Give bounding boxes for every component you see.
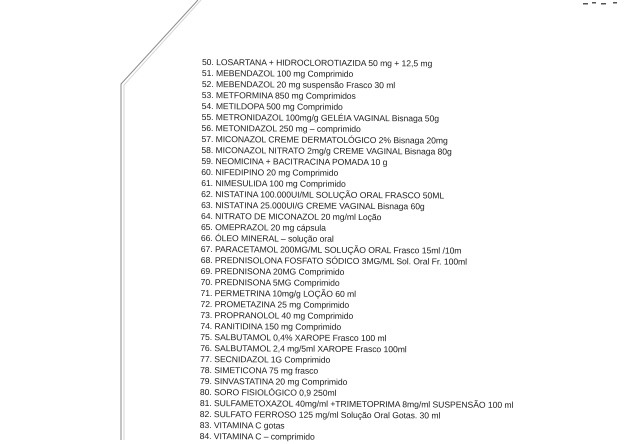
list-item: 76. SALBUTAMOL 2,4 mg/5ml XAROPE Frasco 100ml	[200, 342, 407, 355]
list-item: 57. MICONAZOL CREME DERMATOLÓGICO 2% Bisnaga 20mg	[201, 133, 448, 146]
paper-fold-shadow	[124, 0, 201, 440]
list-item: 55. METRONIDAZOL 100mg/g GELÉIA VAGINAL Bisnaga 50g	[201, 111, 440, 124]
list-item: 82. SULFATO FERROSO 125 mg/ml Solução Oral Gotas. 30 ml	[199, 408, 441, 421]
list-item: 81. SULFAMETOXAZOL 40mg/ml +TRIMETOPRIMA 8mg/ml SUSPENSÃO 100 ml	[199, 397, 514, 410]
list-item: 77. SECNIDAZOL 1G Comprimido	[200, 353, 331, 365]
list-item: 65. OMEPRAZOL 20 mg cápsula	[200, 221, 326, 233]
list-item: 60. NIFEDIPINO 20 mg Comprimido	[201, 166, 339, 178]
list-item: 80. SORO FISIOLÓGICO 0,9 250ml	[199, 386, 337, 398]
list-item: 83. VITAMINA C gotas	[199, 419, 285, 431]
list-item: 71. PERMETRINA 10mg/g LOÇÃO 60 ml	[200, 287, 357, 299]
list-item: 67. PARACETAMOL 200MG/ML SOLUÇÃO ORAL Frasco 15ml /10m	[200, 243, 462, 256]
list-item: 50. LOSARTANA + HIDROCLOROTIAZIDA 50 mg + 12,5 mg	[201, 57, 433, 69]
list-item: 56. METONIDAZOL 250 mg – comprimido	[201, 122, 361, 134]
paper-fold-edge	[121, 0, 198, 440]
list-item: 78. SIMETICONA 75 mg frasco	[200, 364, 319, 376]
list-item: 62. NISTATINA 100.000UI/ML SOLUÇÃO ORAL FRASCO 50ML	[201, 188, 445, 201]
list-item: 61. NIMESULIDA 100 mg Comprimido	[201, 177, 346, 189]
list-item: 66. ÓLEO MINERAL – solução oral	[200, 232, 334, 244]
list-item: 74. RANITIDINA 150 mg Comprimido	[200, 320, 342, 332]
list-item: 63. NISTATINA 25.000UI/G CREME VAGINAL Bisnaga 60g	[201, 199, 425, 212]
medication-list	[200, 57, 516, 444]
list-item: 51. MEBENDAZOL 100 mg Comprimido	[201, 67, 354, 79]
scan-specks	[583, 2, 617, 5]
list-item: 54. METILDOPA 500 mg Comprimido	[201, 100, 343, 112]
list-item: 69. PREDNISONA 20MG Comprimido	[200, 265, 345, 277]
list-item: 75. SALBUTAMOL 0,4% XAROPE Frasco 100 ml	[200, 331, 387, 344]
list-item: 68. PREDNISOLONA FOSFATO SÓDICO 3MG/ML Sol. Oral Fr. 100ml	[200, 254, 468, 267]
list-item: 59. NEOMICINA + BACITRACINA POMADA 10 g	[201, 155, 388, 168]
list-item: 84. VITAMINA C – comprimido	[199, 430, 315, 442]
list-item: 64. NITRATO DE MICONAZOL 20 mg/ml Loção	[200, 210, 382, 223]
list-item: 79. SINVASTATINA 20 mg Comprimido	[199, 375, 348, 387]
list-item: 73. PROPRANOLOL 40 mg Comprimido	[200, 309, 354, 321]
list-item: 58. MICONAZOL NITRATO 2mg/g CREME VAGINAL Bisnaga 80g	[201, 144, 452, 157]
list-item: 53. METFORMINA 850 mg Comprimidos	[201, 89, 356, 101]
list-item: 70. PREDNISONA 5MG Comprimido	[200, 276, 340, 288]
list-item: 52. MEBENDAZOL 20 mg suspensão Frasco 30 ml	[201, 78, 396, 91]
list-item: 72. PROMETAZINA 25 mg Comprimido	[200, 298, 350, 310]
